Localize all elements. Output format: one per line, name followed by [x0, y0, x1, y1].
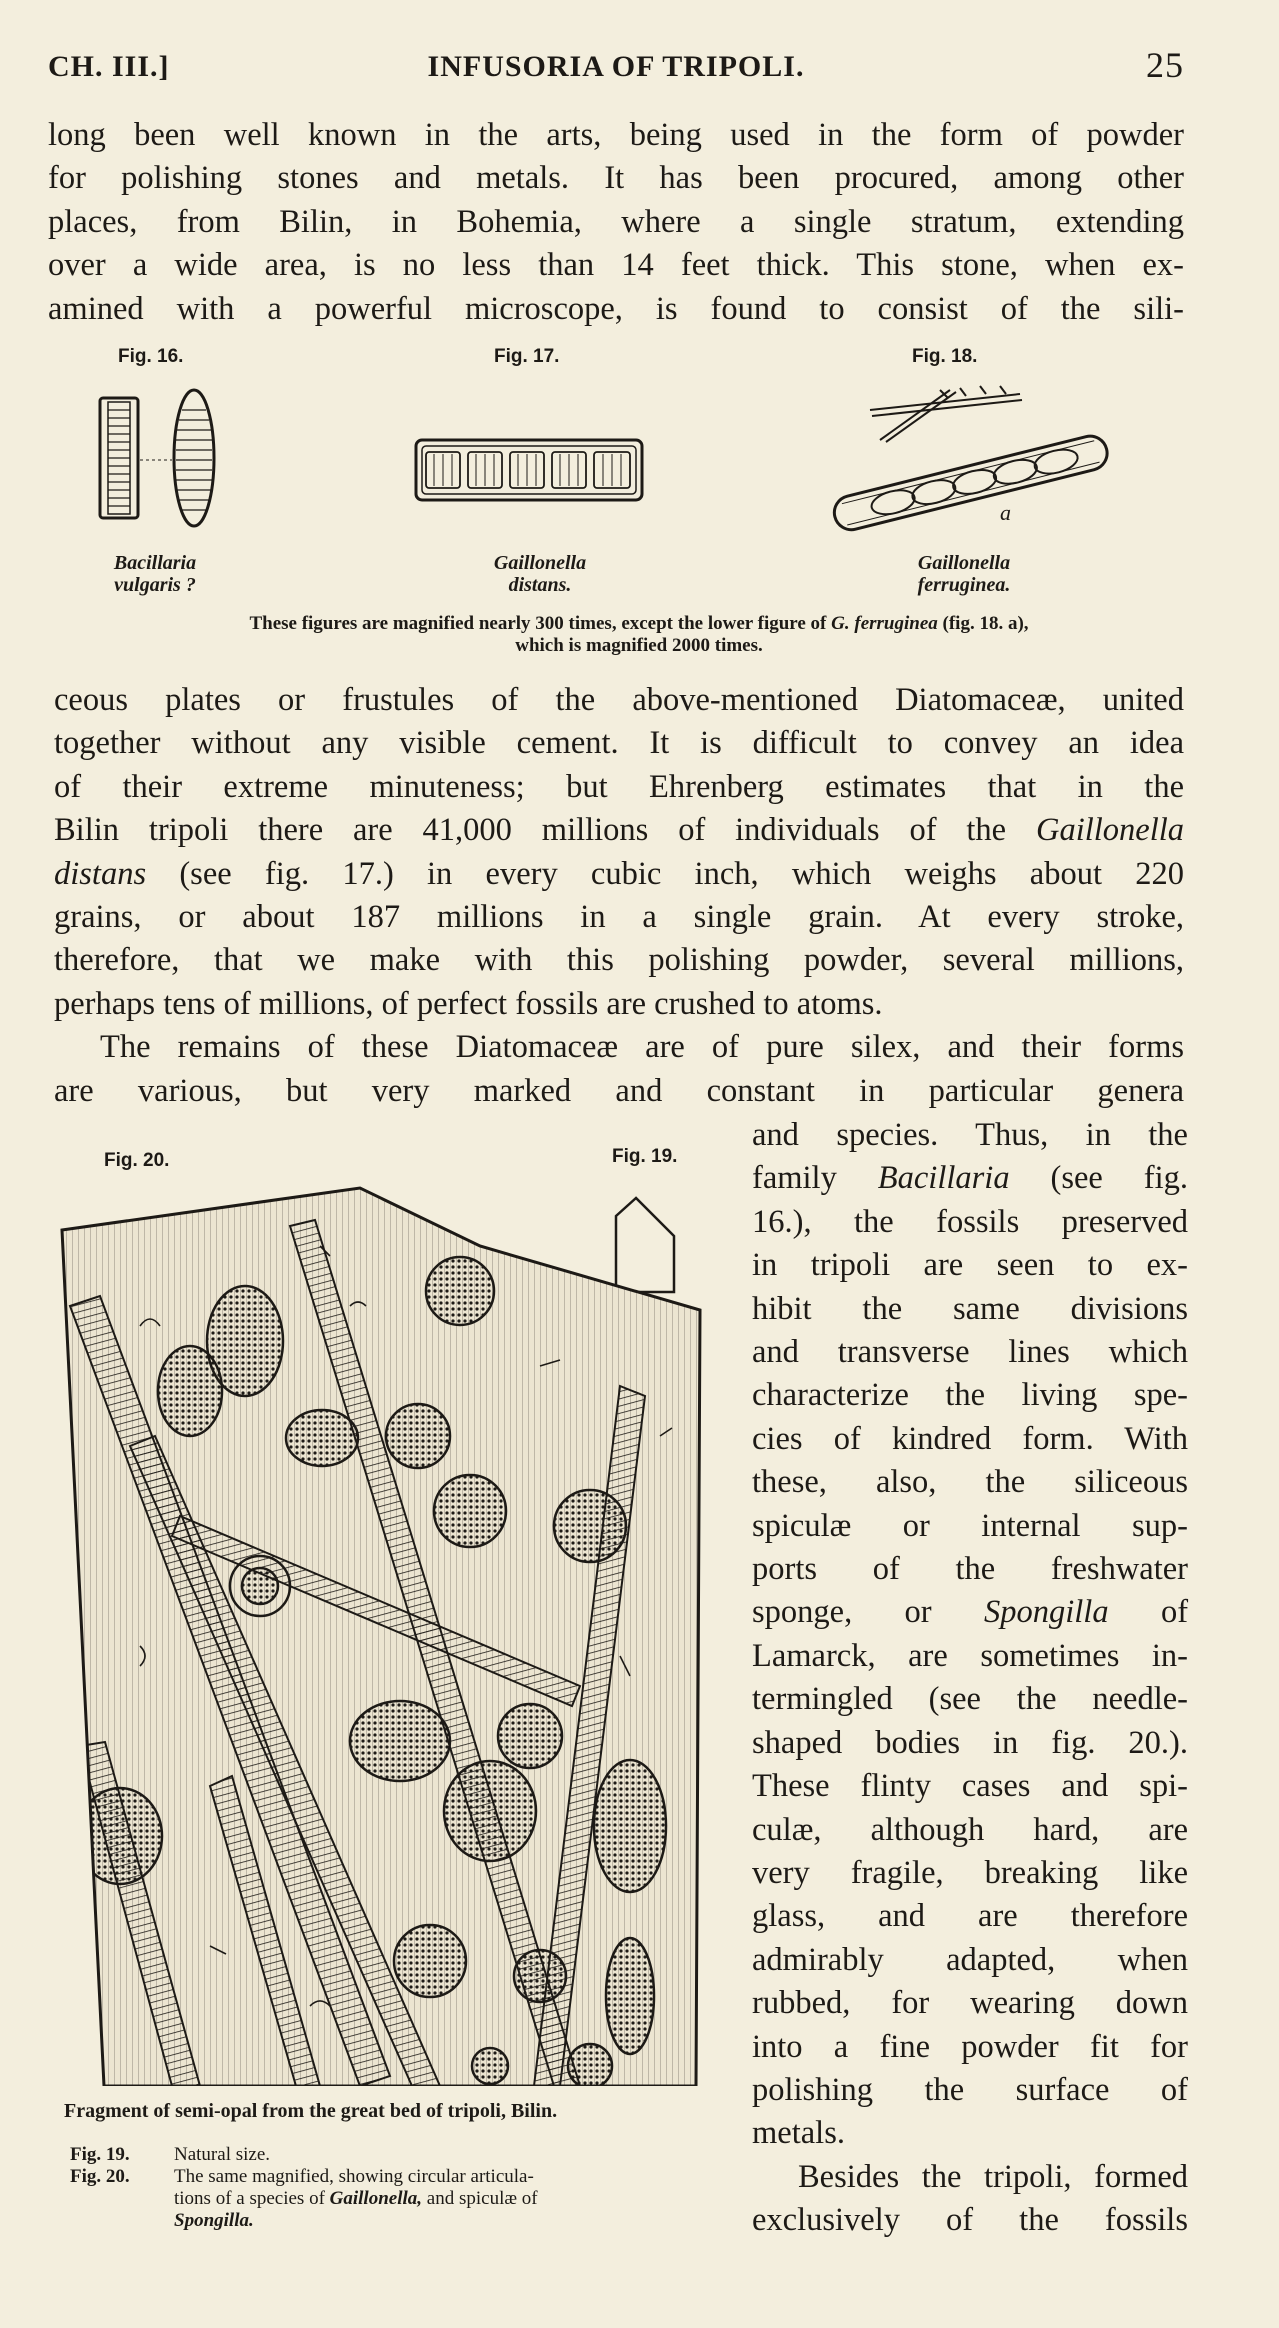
legend-key: Fig. 19. [70, 2144, 130, 2165]
text-line: culæ, although hard, are [752, 1811, 1188, 1848]
text-line: admirably adapted, when [752, 1941, 1188, 1978]
legend-row [70, 2144, 750, 2166]
text-line: characterize the living spe- [752, 1377, 1188, 1414]
fig19-label: Fig. 19. [612, 1146, 678, 1167]
fig18-letter-a: a [1000, 500, 1011, 525]
text-line: exclusively of the fossils [752, 2202, 1188, 2239]
fig17-caption-line: distans. [508, 574, 572, 596]
text-line: these, also, the siliceous [752, 1464, 1188, 1501]
chapter-label: CH. III.] [48, 50, 170, 83]
fig17-gaillonella-distans-illustration [410, 430, 650, 510]
text-line: places, from Bilin, in Bohemia, where a single stratum, extending [48, 203, 1184, 240]
text-line: amined with a powerful microscope, is found to consist of the sili- [48, 290, 1184, 327]
text-line: for polishing stones and metals. It has been procured, among other [48, 160, 1184, 197]
text-line: over a wide area, is no less than 14 feet thick. This stone, when ex- [48, 247, 1184, 284]
text-line: spiculæ or internal sup- [752, 1507, 1188, 1544]
side-column-text [752, 1114, 1188, 2243]
text-line: glass, and are therefore [752, 1898, 1188, 1935]
fig18-label: Fig. 18. [912, 346, 978, 367]
text-line: Lamarck, are sometimes in- [752, 1637, 1188, 1674]
text-line: long been well known in the arts, being used in the form of powder [48, 117, 1184, 153]
fig16-label: Fig. 16. [118, 346, 184, 367]
text-line: These flinty cases and spi- [752, 1768, 1188, 1805]
fig17-caption [440, 552, 640, 596]
legend-row [70, 2166, 750, 2232]
text-line: ceous plates or frustules of the above-mentioned Diatomaceæ, united [54, 682, 1184, 718]
fig20-semi-opal-fragment-illustration [60, 1186, 720, 2086]
middle-paragraph [54, 679, 1184, 1113]
text-line: in tripoli are seen to ex- [752, 1247, 1188, 1284]
text-line: very fragile, breaking like [752, 1854, 1188, 1891]
text-line: hibit the same divisions [752, 1290, 1188, 1327]
figures-note [54, 613, 1224, 657]
text-line: ports of the freshwater [752, 1551, 1188, 1588]
text-line: metals. [752, 2115, 845, 2152]
text-line: termingled (see the needle- [752, 1681, 1188, 1718]
fig18-caption-line: Gaillonella [917, 552, 1011, 574]
big-figure-legend [70, 2144, 750, 2232]
legend-key: Fig. 20. [70, 2166, 130, 2187]
fig18-caption-line: ferruginea. [917, 574, 1011, 596]
text-line: are various, but very marked and constant in particular genera [54, 1072, 1184, 1109]
fig17-label: Fig. 17. [494, 346, 560, 367]
fig18-caption [864, 552, 1064, 596]
text-line: and species. Thus, in the [752, 1117, 1188, 1153]
fig16-bacillaria-illustration [90, 380, 240, 540]
text-line: into a fine powder fit for [752, 2028, 1188, 2065]
legend-text: Natural size. [174, 2144, 271, 2165]
big-figure-caption: Fragment of semi-opal from the great bed of tripoli, Bilin. [64, 2100, 558, 2122]
text-line: therefore, that we make with this polishing powder, several millions, [54, 942, 1184, 979]
text-line: grains, or about 187 millions in a single grain. At every stroke, [54, 899, 1184, 936]
text-line: perhaps tens of millions, of perfect fossils are crushed to atoms. [54, 985, 883, 1022]
text-line: shaped bodies in fig. 20.). [752, 1724, 1188, 1761]
running-header [48, 44, 1184, 88]
fig18-gaillonella-ferruginea-illustration [820, 380, 1120, 540]
text-line: 16.), the fossils preserved [752, 1203, 1188, 1240]
text-line: sponge, or Spongilla of [752, 1594, 1189, 1631]
text-line: together without any visible cement. It is difficult to convey an idea [54, 725, 1184, 762]
running-title: INFUSORIA OF TRIPOLI. [427, 50, 805, 83]
text-line: family Bacillaria (see fig. [752, 1160, 1188, 1197]
fig17-caption-line: Gaillonella [493, 552, 587, 574]
fig20-label: Fig. 20. [104, 1150, 170, 1171]
text-line: Besides the tripoli, formed [798, 2158, 1188, 2195]
legend-text: The same magnified, showing circular articula- tions of a species of Gaillonella, and spiculæ of Spongilla. [174, 2166, 538, 2231]
text-line: polishing the surface of [752, 2071, 1188, 2108]
page-number: 25 [1146, 45, 1184, 85]
fig16-caption [80, 552, 230, 596]
text-line: distans (see fig. 17.) in every cubic inch, which weighs about 220 [54, 855, 1184, 892]
fig16-caption-line: vulgaris ? [114, 574, 196, 596]
text-line: rubbed, for wearing down [752, 1985, 1188, 2022]
figures-note-line: which is magnified 2000 times. [515, 635, 763, 656]
text-line: and transverse lines which [752, 1334, 1188, 1371]
text-line: The remains of these Diatomaceæ are of pure silex, and their forms [100, 1029, 1184, 1066]
fig16-caption-line: Bacillaria [113, 552, 197, 574]
text-line: of their extreme minuteness; but Ehrenberg estimates that in the [54, 768, 1184, 805]
text-line: cies of kindred form. With [752, 1420, 1188, 1457]
text-line: Bilin tripoli there are 41,000 millions of individuals of the Gaillonella [54, 812, 1185, 849]
top-paragraph [48, 114, 1184, 331]
figures-note-line: These figures are magnified nearly 300 times, except the lower figure of G. ferruginea (fig. 18. a), [249, 613, 1029, 634]
